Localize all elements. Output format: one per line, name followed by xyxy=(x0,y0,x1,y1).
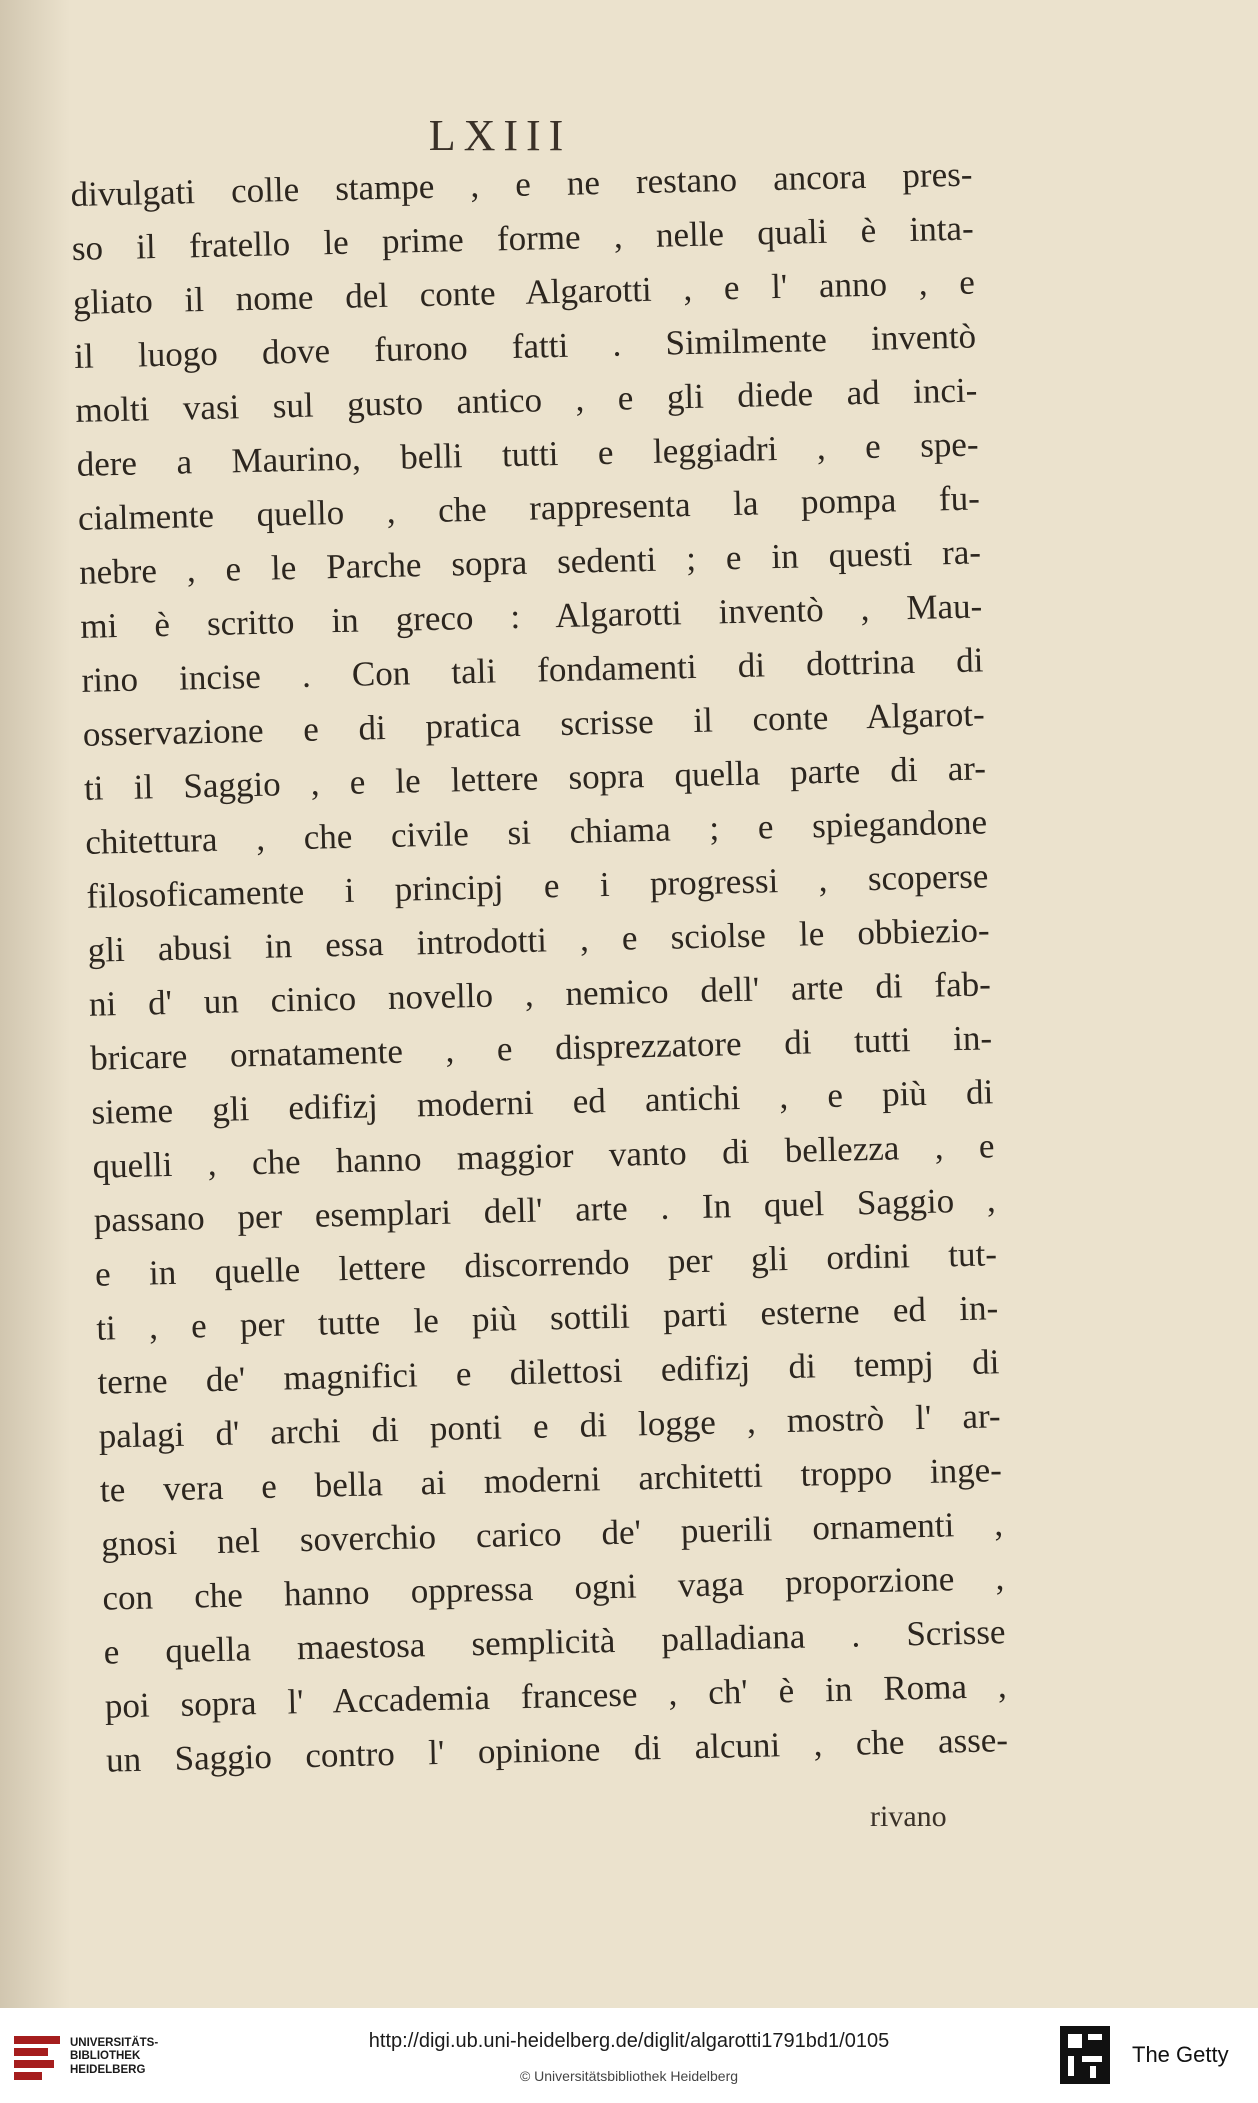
text-line: filosoficamente i principj e i progressi , scoperse xyxy=(86,856,989,916)
text-line: poi sopra l' Accademia francese , ch' è in Roma , xyxy=(104,1666,1008,1726)
text-line: gli abusi in essa introdotti , e sciolse le obbiezio- xyxy=(87,910,990,970)
text-line: sieme gli edifizj moderni ed antichi , e più di xyxy=(90,1072,994,1132)
text-line: osservazione e di pratica scrisse il conte Algarot- xyxy=(82,694,986,754)
text-line: con che hanno oppressa ogni vaga proporzione , xyxy=(102,1558,1005,1618)
body-text xyxy=(70,146,1067,1787)
text-line: divulgati colle stampe , e ne restano ancora pres- xyxy=(70,154,973,214)
text-line: un Saggio contro l' opinione di alcuni , che asse- xyxy=(105,1720,1009,1780)
text-line: gnosi nel soverchio carico de' puerili ornamenti , xyxy=(100,1504,1004,1564)
text-line: ti il Saggio , e le lettere sopra quella parte di ar- xyxy=(83,748,987,808)
text-line: cialmente quello , che rappresenta la pompa fu- xyxy=(77,478,981,538)
text-line: e in quelle lettere discorrendo per gli ordini tut- xyxy=(94,1234,998,1294)
text-line: so il fratello le prime forme , nelle quali è inta- xyxy=(71,208,975,268)
text-line: mi è scritto in greco : Algarotti inventò , Mau- xyxy=(79,586,983,646)
text-line: ni d' un cinico novello , nemico dell' arte di fab- xyxy=(88,964,992,1024)
text-line: bricare ornatamente , e disprezzatore di tutti in- xyxy=(89,1018,993,1078)
text-line: molti vasi sul gusto antico , e gli diede ad inci- xyxy=(75,370,978,430)
text-line: quelli , che hanno maggior vanto di bellezza , e xyxy=(92,1126,995,1186)
text-line: passano per esemplari dell' arte . In quel Saggio , xyxy=(93,1180,997,1240)
getty-logo-icon[interactable] xyxy=(1060,2026,1110,2084)
text-line: palagi d' archi di ponti e di logge , mostrò l' ar- xyxy=(98,1396,1001,1456)
text-line: dere a Maurino, belli tutti e leggiadri , e spe- xyxy=(76,424,979,484)
text-line: chitettura , che civile si chiama ; e spiegandone xyxy=(84,802,988,862)
text-line: nebre , e le Parche sopra sedenti ; e in questi ra- xyxy=(78,532,982,592)
getty-label[interactable]: The Getty xyxy=(1132,2042,1229,2067)
permalink-url[interactable]: http://digi.ub.uni-heidelberg.de/diglit/algarotti1791bd1/0105 xyxy=(368,2030,890,2052)
copyright-notice: © Universitätsbibliothek Heidelberg xyxy=(519,2068,739,2084)
text-line: te vera e bella ai moderni architetti troppo inge- xyxy=(99,1450,1003,1510)
text-line: rino incise . Con tali fondamenti di dottrina di xyxy=(81,640,984,700)
text-line: terne de' magnifici e dilettosi edifizj di tempj di xyxy=(97,1342,1000,1402)
text-line: ti , e per tutte le più sottili parti esterne ed in- xyxy=(95,1288,999,1348)
text-line: gliato il nome del conte Algarotti , e l' anno , e xyxy=(72,262,976,322)
library-name: UNIVERSITÄTS- BIBLIOTHEK HEIDELBERG xyxy=(70,2036,159,2076)
text-line: e quella maestosa semplicità palladiana . Scrisse xyxy=(103,1612,1006,1672)
text-line: il luogo dove furono fatti . Similmente inventò xyxy=(73,316,977,376)
catchword: rivano xyxy=(870,1800,947,1833)
gutter-shadow xyxy=(0,0,70,2008)
viewer-footer xyxy=(0,2008,1258,2103)
page-number: LXIII xyxy=(428,111,572,160)
